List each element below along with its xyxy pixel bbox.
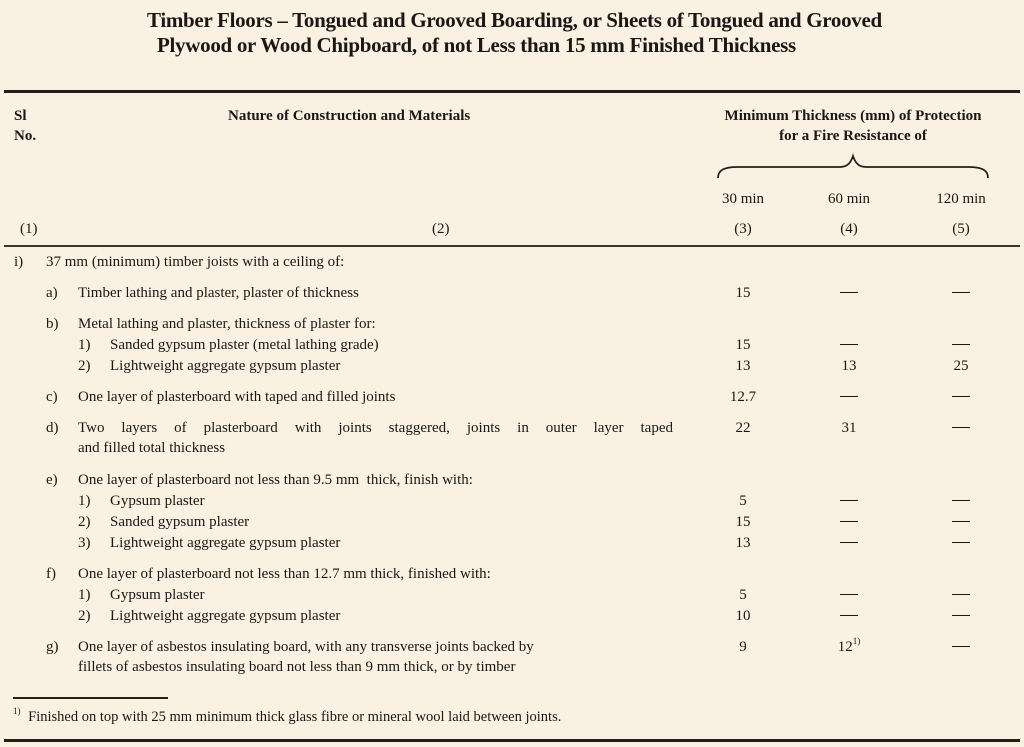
row-g-value-60-number: 12 — [837, 639, 853, 655]
row-d-label: d) — [46, 420, 59, 436]
row-d-value-60: 31 — [841, 420, 857, 436]
dash-icon — [840, 615, 858, 617]
row-e3-value-120 — [931, 533, 991, 553]
row-a-text: Timber lathing and plaster, plaster of thickness — [78, 285, 359, 301]
column-number-2: (2) — [432, 221, 450, 237]
row-g-label: g) — [46, 639, 59, 655]
row-e1-label: 1) — [78, 493, 91, 509]
row-a-value-60 — [819, 283, 879, 303]
row-b-label: b) — [46, 316, 59, 332]
dash-icon — [952, 344, 970, 346]
row-e3-label: 3) — [78, 535, 91, 551]
footnote-ref[interactable]: 1) — [852, 636, 861, 646]
curly-brace-icon — [714, 152, 992, 182]
dash-icon — [952, 500, 970, 502]
row-e3-text: Lightweight aggregate gypsum plaster — [110, 535, 341, 551]
row-b-text: Metal lathing and plaster, thickness of plaster for: — [78, 316, 376, 332]
row-b1-value-30: 15 — [735, 337, 751, 353]
dash-icon — [952, 615, 970, 617]
row-b2-value-60: 13 — [841, 358, 857, 374]
row-g-value-60 — [819, 637, 879, 657]
header-no-line: No. — [14, 128, 37, 144]
row-f1-label: 1) — [78, 587, 91, 603]
row-e2-value-120 — [931, 512, 991, 532]
table-bottom-rule — [4, 739, 1020, 742]
row-e1-value-30: 5 — [739, 493, 747, 509]
row-f2-value-60 — [819, 606, 879, 626]
row-g-value-120 — [931, 637, 991, 657]
header-duration-30: 30 min — [721, 191, 765, 207]
column-number-1: (1) — [20, 221, 38, 237]
dash-icon — [840, 594, 858, 596]
dash-icon — [952, 521, 970, 523]
row-c-label: c) — [46, 389, 58, 405]
footnote-rule — [13, 697, 168, 699]
column-number-3: (3) — [734, 221, 752, 237]
row-f1-value-120 — [931, 585, 991, 605]
row-e1-text: Gypsum plaster — [110, 493, 205, 509]
header-sl-line: Sl — [14, 108, 27, 124]
row-c-text: One layer of plasterboard with taped and filled joints — [78, 389, 396, 405]
row-f1-value-60 — [819, 585, 879, 605]
header-min-thickness-line-1: Minimum Thickness (mm) of Protection — [724, 108, 982, 124]
row-e-text: One layer of plasterboard not less than 9.5 mm thick, finish with: — [78, 472, 473, 488]
row-b1-value-60 — [819, 335, 879, 355]
footnote-marker: 1) — [13, 706, 21, 716]
row-e3-value-30: 13 — [735, 535, 751, 551]
row-e1-value-120 — [931, 491, 991, 511]
row-f-text: One layer of plasterboard not less than 12.7 mm thick, finished with: — [78, 566, 491, 582]
row-a-value-120 — [931, 283, 991, 303]
row-c-value-60 — [819, 387, 879, 407]
table-top-rule — [4, 90, 1020, 93]
row-e2-label: 2) — [78, 514, 91, 530]
header-rule — [4, 245, 1020, 247]
header-min-thickness-line-2: for a Fire Resistance of — [779, 128, 927, 144]
dash-icon — [952, 594, 970, 596]
row-i-label: i) — [14, 254, 24, 270]
row-c-value-30: 12.7 — [729, 389, 757, 405]
row-d-text-line-2: and filled total thickness — [78, 440, 226, 456]
row-f1-text: Gypsum plaster — [110, 587, 205, 603]
row-e2-text: Sanded gypsum plaster — [110, 514, 250, 530]
header-nature: Nature of Construction and Materials — [228, 108, 471, 124]
row-b2-value-120: 25 — [953, 358, 969, 374]
header-duration-120: 120 min — [936, 191, 986, 207]
dash-icon — [952, 427, 970, 429]
header-sl-no — [14, 106, 36, 146]
row-a-label: a) — [46, 285, 58, 301]
header-min-thickness — [697, 106, 1009, 146]
footnote-text: Finished on top with 25 mm minimum thick glass fibre or mineral wool laid between joints. — [28, 709, 562, 725]
row-a-value-30: 15 — [735, 285, 751, 301]
column-number-5: (5) — [952, 221, 970, 237]
dash-icon — [952, 292, 970, 294]
row-e2-value-60 — [819, 512, 879, 532]
row-e1-value-60 — [819, 491, 879, 511]
row-b1-text: Sanded gypsum plaster (metal lathing grade) — [110, 337, 379, 353]
row-b1-value-120 — [931, 335, 991, 355]
row-e-label: e) — [46, 472, 58, 488]
dash-icon — [952, 646, 970, 648]
row-f2-value-30: 10 — [735, 608, 751, 624]
row-c-value-120 — [931, 387, 991, 407]
row-b2-label: 2) — [78, 358, 91, 374]
row-b2-value-30: 13 — [735, 358, 751, 374]
row-f2-value-120 — [931, 606, 991, 626]
table-title-line-1: Timber Floors – Tongued and Grooved Boarding, or Sheets of Tongued and Grooved — [147, 8, 882, 32]
row-g-value-30: 9 — [739, 639, 747, 655]
row-d-value-120 — [931, 418, 991, 438]
dash-icon — [840, 396, 858, 398]
row-e3-value-60 — [819, 533, 879, 553]
row-g-text-line-1: One layer of asbestos insulating board, with any transverse joints backed by — [78, 639, 534, 655]
row-b2-text: Lightweight aggregate gypsum plaster — [110, 358, 341, 374]
row-g-text-line-2: fillets of asbestos insulating board not less than 9 mm thick, or by timber — [78, 659, 516, 675]
dash-icon — [840, 521, 858, 523]
table-title-line-2: Plywood or Wood Chipboard, of not Less than 15 mm Finished Thickness — [157, 33, 796, 57]
column-number-4: (4) — [840, 221, 858, 237]
row-f2-label: 2) — [78, 608, 91, 624]
dash-icon — [840, 500, 858, 502]
row-i-text: 37 mm (minimum) timber joists with a ceiling of: — [46, 254, 345, 270]
row-d-value-30: 22 — [735, 420, 751, 436]
dash-icon — [840, 542, 858, 544]
dash-icon — [952, 396, 970, 398]
row-e2-value-30: 15 — [735, 514, 751, 530]
dash-icon — [840, 344, 858, 346]
row-f1-value-30: 5 — [739, 587, 747, 603]
footnote — [13, 707, 561, 727]
header-duration-60: 60 min — [827, 191, 871, 207]
dash-icon — [952, 542, 970, 544]
dash-icon — [840, 292, 858, 294]
row-f-label: f) — [46, 566, 56, 582]
row-b1-label: 1) — [78, 337, 91, 353]
row-f2-text: Lightweight aggregate gypsum plaster — [110, 608, 341, 624]
row-d-text-line-1: Two layers of plasterboard with joints staggered, joints in outer layer taped — [78, 420, 673, 436]
